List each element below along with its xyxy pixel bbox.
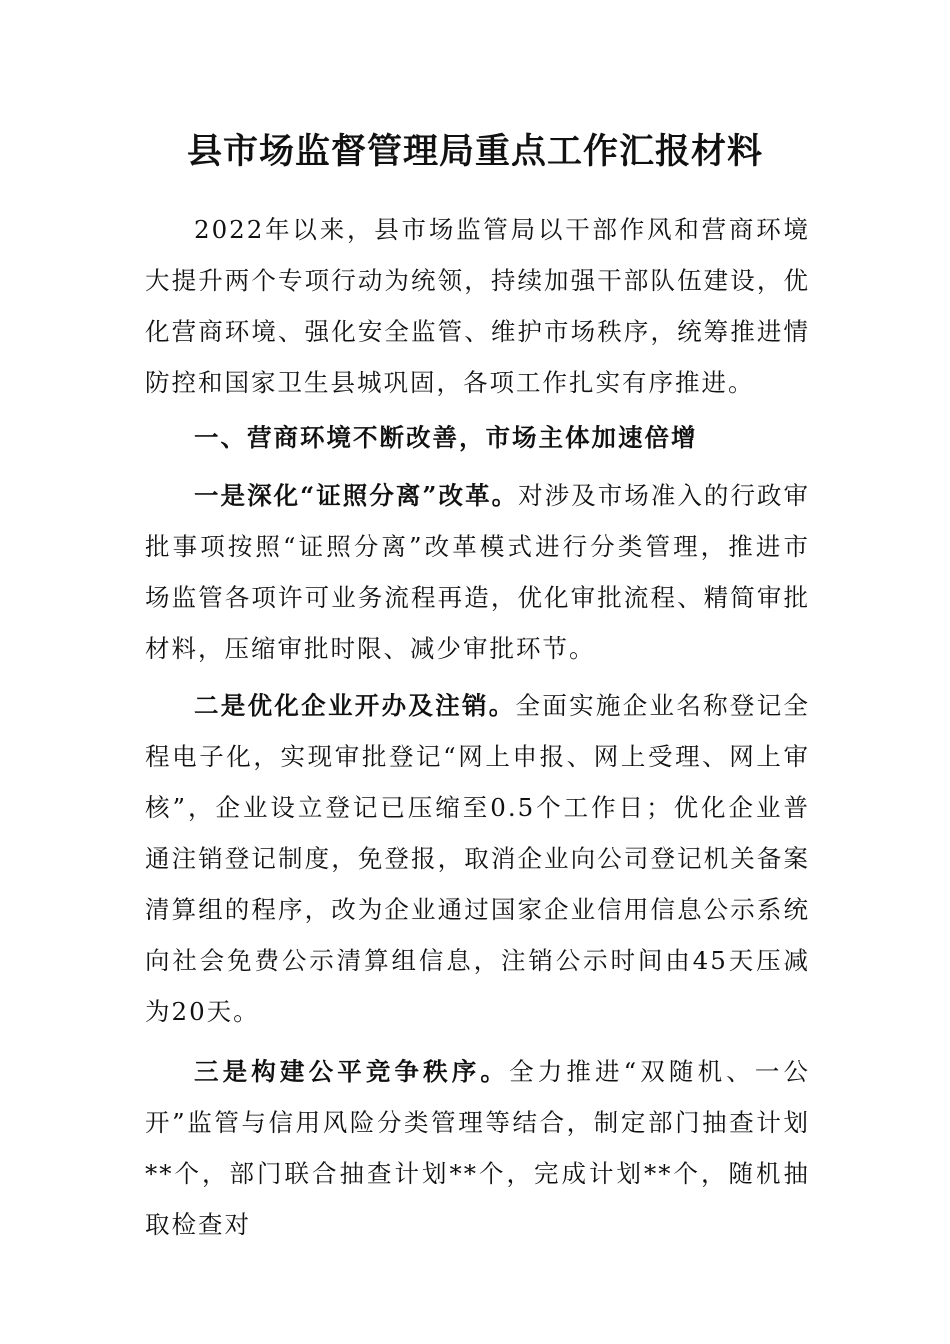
item-lead-3: 三是构建公平竞争秩序。 (194, 1057, 510, 1086)
item-text-1: 对涉及市场准入的行政审批事项按照“证照分离”改革模式进行分类管理，推进市场监管各项许可业务流程再造，优化审批流程、精简审批材料，压缩审批时限、减少审批环节。 (145, 481, 811, 663)
item-paragraph-1 (145, 470, 810, 674)
document-title: 县市场监督管理局重点工作汇报材料 (186, 131, 763, 172)
item-lead-2: 二是优化企业开办及注销。 (194, 691, 516, 720)
item-paragraph-3 (145, 1046, 810, 1250)
item-text-3: 全力推进“双随机、一公开”监管与信用风险分类管理等结合，制定部门抽查计划**个，部门联合抽查计划**个，完成计划**个，随机抽取检查对 (145, 1057, 811, 1239)
section-heading: 一、营商环境不断改善，市场主体加速倍增 (194, 423, 698, 452)
item-paragraph-2 (145, 680, 810, 1037)
item-lead-1: 一是深化“证照分离”改革。 (194, 481, 519, 510)
item-text-2: 全面实施企业名称登记全程电子化，实现审批登记“网上申报、网上受理、网上审核”，企业设立登记已压缩至0.5个工作日；优化企业普通注销登记制度，免登报，取消企业向公司登记机关备案清算组的程序，改为企业通过国家企业信用信息公示系统向社会免费公示清算组信息，注销公示时间由45天压减为20天。 (145, 691, 811, 1026)
intro-paragraph: 2022年以来，县市场监管局以干部作风和营商环境大提升两个专项行动为统领，持续加强干部队伍建设，优化营商环境、强化安全监管、维护市场秩序，统筹推进情防控和国家卫生县城巩固，各项工作扎实有序推进。 (145, 215, 810, 397)
